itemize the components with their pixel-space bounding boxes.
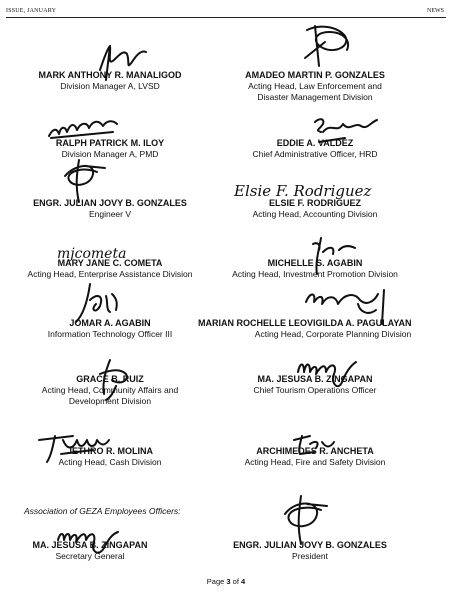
issue-label: ISSUE, JANUARY [6,8,57,14]
page-number: Page 3 of 4 [206,577,246,586]
signatory-block [5,446,215,468]
signatory-title: Engineer V [88,209,132,219]
association-heading: Association of GEZA Employees Officers: [24,506,181,516]
officer-block [205,540,415,562]
signatory-name: MA. JESUSA B. ZINGAPAN [257,374,373,384]
signature-image [80,354,160,396]
signatory-block [5,170,215,220]
signature-image [60,280,140,322]
signature-image [45,156,125,198]
officer-title: President [292,551,328,561]
signature-image [265,494,345,536]
officer-title: Secretary General [55,551,125,561]
signatory-block [198,306,438,340]
signatory-title: Acting Head, Enterprise Assistance Division [27,269,193,279]
signature-image [305,108,385,150]
signatory-name: ARCHIMEDES R. ANCHETA [256,446,374,456]
signatory-title: Acting Head, Investment Promotion Division [232,269,398,279]
signatory-name: JETHRO R. MOLINA [66,446,153,456]
signatory-title: Acting Head, Corporate Planning Division [254,329,412,339]
signatory-block [5,114,215,160]
signatory-name: ENGR. JULIAN JOVY B. GONZALES [33,198,187,208]
signatory-name: EDDIE A. VALDEZ [276,138,354,148]
signatory-name: MARY JANE C. COMETA [57,258,163,268]
signature-image [295,232,375,274]
signature-image [53,238,163,280]
signatory-block [210,114,420,160]
signatory-title: Development Division [68,396,152,406]
officer-name: ENGR. JULIAN JOVY B. GONZALES [233,540,387,550]
signatory-name: RALPH PATRICK M. ILOY [55,138,165,148]
signature-image [33,426,133,468]
signature-image [280,424,360,466]
signatory-name: JOMAR A. AGABIN [69,318,151,328]
signatory-title: Acting Head, Cash Division [58,457,162,467]
signatory-name: MARIAN ROCHELLE LEOVIGILDA A. PAGULAYAN [198,318,412,328]
signatory-title: Acting Head, Community Affairs and [41,385,179,395]
signatory-title: Acting Head, Law Enforcement and [248,81,382,91]
signatory-name: MICHELLE S. AGABIN [267,258,363,268]
current-page: 3 [226,577,231,586]
signatory-name: AMADEO MARTIN P. GONZALES [245,70,385,80]
signatory-block [5,40,215,92]
signatory-title: Disaster Management Division [257,92,373,102]
svg-text:Elsie F. Rodriguez: Elsie F. Rodriguez [234,182,372,200]
signatory-block [5,374,215,407]
section-label: NEWS [427,8,444,14]
signatory-title: Acting Head, Fire and Safety Division [244,457,386,467]
header-divider [6,17,446,18]
signatory-title: Chief Administrative Officer, HRD [252,149,378,159]
signatory-title: Information Technology Officer III [47,329,173,339]
signature-image [290,352,370,394]
signatory-block [210,374,420,396]
officer-block [0,540,195,562]
signatory-block [210,446,420,468]
signatory-title: Acting Head, Accounting Division [252,209,378,219]
signatory-block [5,244,215,280]
signature-image [285,22,365,64]
signatory-title: Chief Tourism Operations Officer [253,385,377,395]
total-pages: 4 [241,577,246,586]
signature-image [230,170,372,212]
signatory-block [210,244,420,280]
signatory-block [5,306,215,340]
signatory-block [210,40,420,103]
signature-image [50,518,130,560]
signature-image [80,40,160,82]
signatory-block [210,170,420,220]
signatory-name: MARK ANTHONY R. MANALIGOD [38,70,182,80]
signatory-title: Division Manager A, PMD [61,149,159,159]
signatory-name: ELSIE F. RODRIGUEZ [268,198,361,208]
signatory-title: Division Manager A, LVSD [60,81,160,91]
page-header [0,0,452,26]
svg-text:mjcometa: mjcometa [57,246,127,262]
signature-image [43,114,123,156]
signatory-name: GRACE B. RUIZ [76,374,144,384]
officer-name: MA. JESUSA B. ZINGAPAN [32,540,148,550]
